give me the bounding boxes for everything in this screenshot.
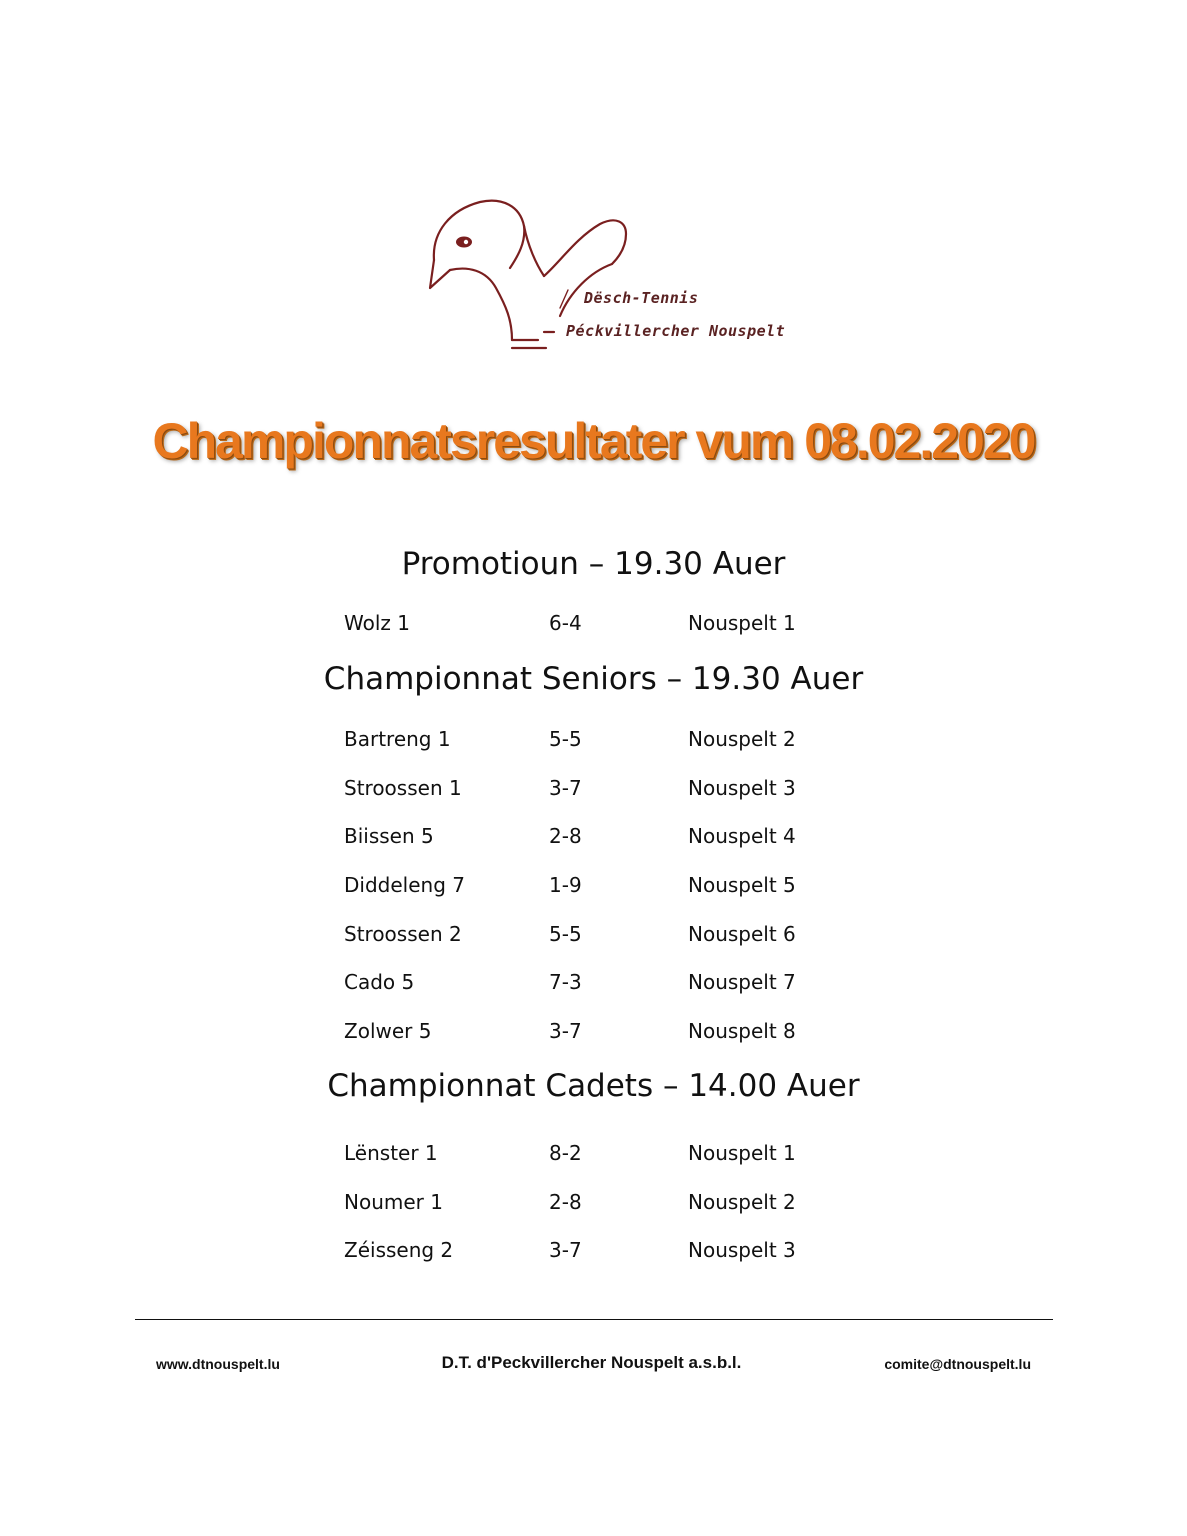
away-team: Nouspelt 5 <box>688 873 796 897</box>
match-score: 8-2 <box>549 1141 582 1165</box>
match-row <box>0 824 1187 852</box>
match-row <box>0 922 1187 950</box>
home-team: Bartreng 1 <box>344 727 451 751</box>
match-row <box>0 1238 1187 1266</box>
away-team: Nouspelt 8 <box>688 1019 796 1043</box>
footer-website[interactable]: www.dtnouspelt.lu <box>156 1356 280 1372</box>
match-score: 6-4 <box>549 611 582 635</box>
match-row <box>0 970 1187 998</box>
match-row <box>0 776 1187 804</box>
footer-club-name: D.T. d'Peckvillercher Nouspelt a.s.b.l. <box>441 1353 742 1372</box>
match-score: 3-7 <box>549 1238 582 1262</box>
logo-text-line1: Dësch-Tennis <box>584 289 699 307</box>
match-score: 2-8 <box>549 1190 582 1214</box>
section-title-seniors: Championnat Seniors – 19.30 Auer <box>323 661 864 697</box>
match-row <box>0 727 1187 755</box>
away-team: Nouspelt 2 <box>688 1190 796 1214</box>
match-score: 5-5 <box>549 727 582 751</box>
home-team: Zéisseng 2 <box>344 1238 454 1262</box>
away-team: Nouspelt 1 <box>688 611 796 635</box>
match-score: 3-7 <box>549 776 582 800</box>
home-team: Lënster 1 <box>344 1141 438 1165</box>
away-team: Nouspelt 4 <box>688 824 796 848</box>
away-team: Nouspelt 7 <box>688 970 796 994</box>
logo-text-line2: Péckvillercher Nouspelt <box>566 322 786 340</box>
footer-email[interactable]: comite@dtnouspelt.lu <box>884 1356 1031 1372</box>
home-team: Zolwer 5 <box>344 1019 432 1043</box>
match-row <box>0 873 1187 901</box>
away-team: Nouspelt 1 <box>688 1141 796 1165</box>
match-score: 3-7 <box>549 1019 582 1043</box>
footer-divider <box>135 1319 1053 1320</box>
home-team: Cado 5 <box>344 970 415 994</box>
home-team: Stroossen 2 <box>344 922 462 946</box>
home-team: Biissen 5 <box>344 824 434 848</box>
home-team: Stroossen 1 <box>344 776 462 800</box>
away-team: Nouspelt 2 <box>688 727 796 751</box>
match-score: 7-3 <box>549 970 582 994</box>
match-row <box>0 1019 1187 1047</box>
match-row <box>0 611 1187 639</box>
home-team: Wolz 1 <box>344 611 410 635</box>
match-row <box>0 1141 1187 1169</box>
home-team: Noumer 1 <box>344 1190 443 1214</box>
match-score: 5-5 <box>549 922 582 946</box>
section-title-promotioun: Promotioun – 19.30 Auer <box>401 546 786 582</box>
away-team: Nouspelt 3 <box>688 1238 796 1262</box>
away-team: Nouspelt 6 <box>688 922 796 946</box>
away-team: Nouspelt 3 <box>688 776 796 800</box>
match-score: 2-8 <box>549 824 582 848</box>
page-title: Championnatsresultater vum 08.02.2020 <box>152 413 1035 469</box>
home-team: Diddeleng 7 <box>344 873 465 897</box>
section-title-cadets: Championnat Cadets – 14.00 Auer <box>327 1068 860 1104</box>
match-score: 1-9 <box>549 873 582 897</box>
match-row <box>0 1190 1187 1218</box>
